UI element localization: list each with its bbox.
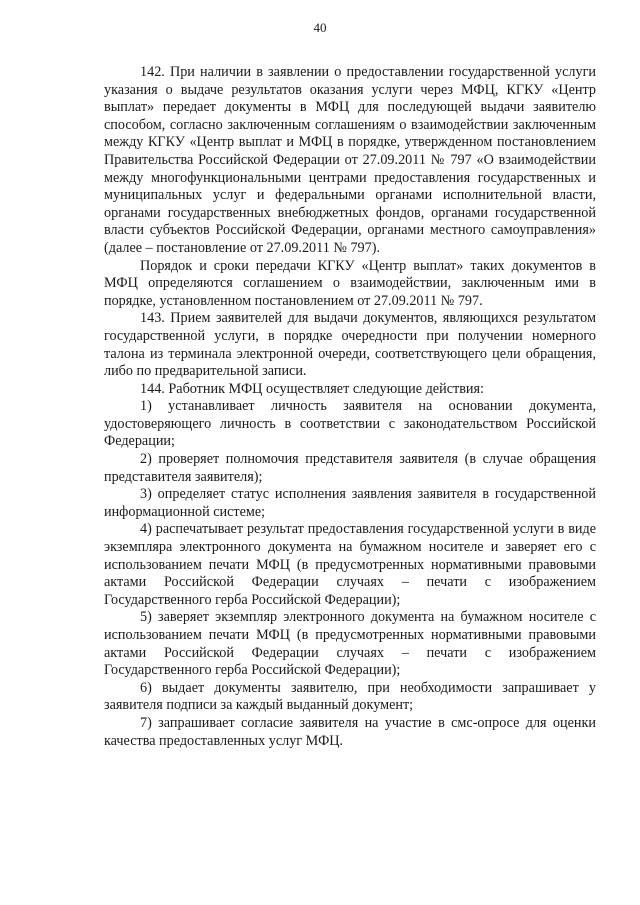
list-item-2: 2) проверяет полномочия представителя заявителя (в случае обращения представителя заявителя);	[104, 451, 596, 485]
paragraph-transfer-procedure: Порядок и сроки передачи КГКУ «Центр выплат» таких документов в МФЦ определяются соглашением о взаимодействии, заключенным ими в порядке, установленном постановлением от 27.09.2011 № 797.	[104, 257, 596, 309]
list-item-3: 3) определяет статус исполнения заявления заявителя в государственной информационной системе;	[104, 486, 596, 520]
paragraph-143: 143. Прием заявителей для выдачи документов, являющихся результатом государственной услуги, в порядке очередности при получении номерного талона из терминала электронной очереди, соответствующего цели обращения, либо по предварительной записи.	[104, 310, 596, 380]
list-item-1: 1) устанавливает личность заявителя на основании документа, удостоверяющего личность в соответствии с законодательством Российской Федерации;	[104, 398, 596, 450]
paragraph-142: 142. При наличии в заявлении о предоставлении государственной услуги указания о выдаче результатов оказания услуги через МФЦ, КГКУ «Центр выплат» передает документы в МФЦ для последующей выдачи заявителю способом, согласно заключенным соглашениям о взаимодействии заключенным между КГКУ «Центр выплат и МФЦ в порядке, утвержденном постановлением Правительства Российской Федерации от 27.09.2011 № 797 «О взаимодействии между многофункциональными центрами предоставления государственных и муниципальных услуг и федеральными органами исполнительной власти, органами государственных внебюджетных фондов, органами государственной власти субъектов Российской Федерации, органами местного самоуправления» (далее – постановление от 27.09.2011 № 797).	[104, 64, 596, 256]
list-item-4: 4) распечатывает результат предоставления государственной услуги в виде экземпляра электронного документа на бумажном носителе и заверяет его с использованием печати МФЦ (в предусмотренных нормативными правовыми актами Российской Федерации случаях – печати с изображением Государственного герба Российской Федерации);	[104, 521, 596, 608]
paragraph-144: 144. Работник МФЦ осуществляет следующие действия:	[140, 380, 484, 397]
document-body	[104, 64, 596, 750]
page-number: 40	[313, 20, 327, 35]
list-item-7: 7) запрашивает согласие заявителя на участие в смс-опросе для оценки качества предоставленных услуг МФЦ.	[104, 714, 596, 749]
list-item-5: 5) заверяет экземпляр электронного документа на бумажном носителе с использованием печати МФЦ (в предусмотренных нормативными правовыми актами Российской Федерации случаях – печати с изображением Государственного герба Российской Федерации);	[104, 609, 596, 679]
list-item-6: 6) выдает документы заявителю, при необходимости запрашивает у заявителя подписи за каждый выданный документ;	[104, 679, 596, 714]
